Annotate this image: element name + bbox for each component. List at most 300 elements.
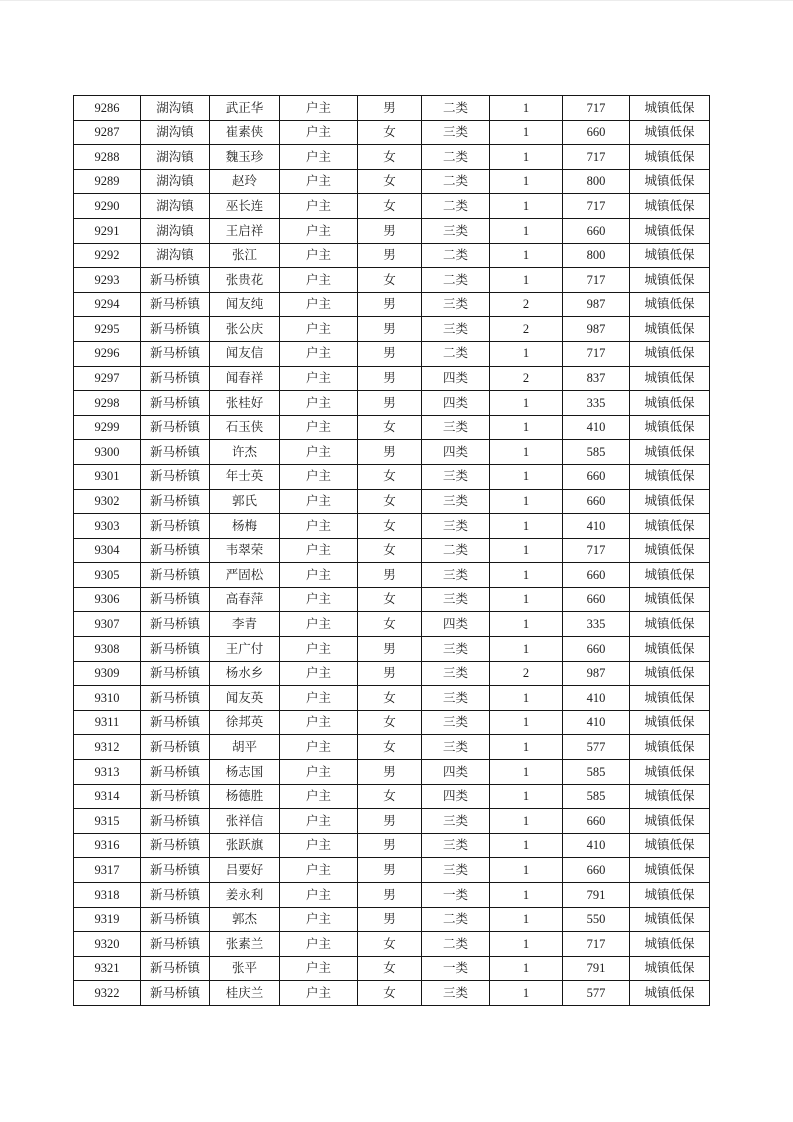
cell-amount: 800 [563, 169, 630, 194]
cell-person-count: 1 [490, 145, 563, 170]
cell-household-relation: 户主 [280, 96, 358, 121]
cell-gender: 男 [358, 440, 422, 465]
cell-household-relation: 户主 [280, 243, 358, 268]
cell-name: 张江 [210, 243, 280, 268]
cell-category: 三类 [422, 833, 490, 858]
table-row [74, 538, 710, 563]
cell-town: 新马桥镇 [141, 932, 210, 957]
cell-category: 三类 [422, 661, 490, 686]
cell-category: 三类 [422, 563, 490, 588]
cell-record-id: 9289 [74, 169, 141, 194]
cell-amount: 335 [563, 391, 630, 416]
cell-household-relation: 户主 [280, 538, 358, 563]
cell-household-relation: 户主 [280, 612, 358, 637]
cell-category: 二类 [422, 341, 490, 366]
cell-gender: 女 [358, 489, 422, 514]
cell-assistance-type: 城镇低保 [630, 612, 710, 637]
cell-gender: 女 [358, 981, 422, 1006]
cell-assistance-type: 城镇低保 [630, 760, 710, 785]
cell-category: 二类 [422, 194, 490, 219]
cell-household-relation: 户主 [280, 686, 358, 711]
cell-assistance-type: 城镇低保 [630, 218, 710, 243]
cell-record-id: 9321 [74, 956, 141, 981]
cell-person-count: 2 [490, 292, 563, 317]
cell-amount: 660 [563, 563, 630, 588]
cell-town: 新马桥镇 [141, 415, 210, 440]
cell-person-count: 1 [490, 710, 563, 735]
table-row [74, 563, 710, 588]
cell-category: 二类 [422, 145, 490, 170]
cell-household-relation: 户主 [280, 464, 358, 489]
cell-person-count: 1 [490, 809, 563, 834]
table-row [74, 981, 710, 1006]
cell-town: 湖沟镇 [141, 120, 210, 145]
cell-person-count: 2 [490, 317, 563, 342]
table-row [74, 464, 710, 489]
table-row [74, 268, 710, 293]
cell-amount: 577 [563, 981, 630, 1006]
cell-name: 武正华 [210, 96, 280, 121]
cell-name: 赵玲 [210, 169, 280, 194]
cell-gender: 男 [358, 661, 422, 686]
cell-household-relation: 户主 [280, 366, 358, 391]
table-row [74, 760, 710, 785]
cell-assistance-type: 城镇低保 [630, 538, 710, 563]
cell-person-count: 1 [490, 415, 563, 440]
cell-town: 新马桥镇 [141, 464, 210, 489]
cell-category: 二类 [422, 243, 490, 268]
cell-amount: 660 [563, 809, 630, 834]
cell-category: 四类 [422, 440, 490, 465]
cell-household-relation: 户主 [280, 981, 358, 1006]
cell-assistance-type: 城镇低保 [630, 981, 710, 1006]
table-row [74, 612, 710, 637]
cell-record-id: 9312 [74, 735, 141, 760]
table-body [74, 96, 710, 1006]
cell-gender: 女 [358, 268, 422, 293]
cell-town: 新马桥镇 [141, 538, 210, 563]
cell-household-relation: 户主 [280, 145, 358, 170]
table-row [74, 415, 710, 440]
table-row [74, 489, 710, 514]
cell-amount: 585 [563, 784, 630, 809]
table-row [74, 637, 710, 662]
cell-name: 胡平 [210, 735, 280, 760]
cell-town: 湖沟镇 [141, 96, 210, 121]
cell-record-id: 9292 [74, 243, 141, 268]
cell-household-relation: 户主 [280, 587, 358, 612]
cell-gender: 女 [358, 169, 422, 194]
cell-town: 新马桥镇 [141, 317, 210, 342]
table-row [74, 661, 710, 686]
cell-record-id: 9298 [74, 391, 141, 416]
cell-amount: 585 [563, 760, 630, 785]
cell-gender: 女 [358, 538, 422, 563]
cell-name: 严固松 [210, 563, 280, 588]
cell-person-count: 2 [490, 661, 563, 686]
cell-amount: 660 [563, 120, 630, 145]
table-row [74, 194, 710, 219]
cell-person-count: 1 [490, 907, 563, 932]
cell-household-relation: 户主 [280, 391, 358, 416]
cell-amount: 660 [563, 218, 630, 243]
cell-gender: 男 [358, 809, 422, 834]
cell-category: 三类 [422, 981, 490, 1006]
table-row [74, 514, 710, 539]
cell-gender: 女 [358, 686, 422, 711]
cell-name: 闻友英 [210, 686, 280, 711]
cell-town: 新马桥镇 [141, 292, 210, 317]
cell-assistance-type: 城镇低保 [630, 809, 710, 834]
cell-amount: 717 [563, 194, 630, 219]
cell-town: 新马桥镇 [141, 956, 210, 981]
cell-category: 三类 [422, 735, 490, 760]
table-row [74, 169, 710, 194]
cell-assistance-type: 城镇低保 [630, 292, 710, 317]
table-row [74, 784, 710, 809]
cell-assistance-type: 城镇低保 [630, 464, 710, 489]
cell-person-count: 1 [490, 341, 563, 366]
cell-assistance-type: 城镇低保 [630, 145, 710, 170]
cell-assistance-type: 城镇低保 [630, 440, 710, 465]
cell-assistance-type: 城镇低保 [630, 169, 710, 194]
cell-person-count: 1 [490, 96, 563, 121]
cell-name: 杨志国 [210, 760, 280, 785]
cell-name: 巫长连 [210, 194, 280, 219]
welfare-roster-table [73, 95, 710, 1006]
cell-town: 新马桥镇 [141, 563, 210, 588]
cell-record-id: 9293 [74, 268, 141, 293]
cell-assistance-type: 城镇低保 [630, 366, 710, 391]
cell-person-count: 1 [490, 735, 563, 760]
cell-amount: 987 [563, 317, 630, 342]
cell-record-id: 9309 [74, 661, 141, 686]
cell-name: 徐邦英 [210, 710, 280, 735]
cell-household-relation: 户主 [280, 489, 358, 514]
cell-amount: 791 [563, 883, 630, 908]
cell-gender: 女 [358, 932, 422, 957]
cell-name: 闻友纯 [210, 292, 280, 317]
cell-name: 张贵花 [210, 268, 280, 293]
cell-record-id: 9288 [74, 145, 141, 170]
cell-record-id: 9295 [74, 317, 141, 342]
cell-name: 石玉侠 [210, 415, 280, 440]
cell-person-count: 1 [490, 833, 563, 858]
cell-name: 杨梅 [210, 514, 280, 539]
cell-person-count: 1 [490, 514, 563, 539]
cell-category: 三类 [422, 489, 490, 514]
cell-household-relation: 户主 [280, 218, 358, 243]
cell-record-id: 9308 [74, 637, 141, 662]
cell-town: 新马桥镇 [141, 833, 210, 858]
cell-category: 二类 [422, 169, 490, 194]
table-row [74, 292, 710, 317]
cell-assistance-type: 城镇低保 [630, 735, 710, 760]
cell-household-relation: 户主 [280, 735, 358, 760]
cell-gender: 男 [358, 883, 422, 908]
cell-record-id: 9313 [74, 760, 141, 785]
cell-record-id: 9319 [74, 907, 141, 932]
cell-amount: 410 [563, 514, 630, 539]
table-row [74, 587, 710, 612]
table-row [74, 907, 710, 932]
cell-name: 张平 [210, 956, 280, 981]
cell-assistance-type: 城镇低保 [630, 391, 710, 416]
cell-assistance-type: 城镇低保 [630, 341, 710, 366]
cell-town: 新马桥镇 [141, 366, 210, 391]
cell-person-count: 1 [490, 440, 563, 465]
cell-household-relation: 户主 [280, 194, 358, 219]
cell-amount: 660 [563, 489, 630, 514]
cell-name: 郭杰 [210, 907, 280, 932]
cell-household-relation: 户主 [280, 415, 358, 440]
cell-gender: 男 [358, 317, 422, 342]
cell-assistance-type: 城镇低保 [630, 317, 710, 342]
cell-person-count: 1 [490, 784, 563, 809]
cell-gender: 女 [358, 784, 422, 809]
cell-household-relation: 户主 [280, 563, 358, 588]
cell-name: 张桂好 [210, 391, 280, 416]
cell-town: 新马桥镇 [141, 907, 210, 932]
cell-name: 高春萍 [210, 587, 280, 612]
cell-town: 新马桥镇 [141, 587, 210, 612]
cell-assistance-type: 城镇低保 [630, 784, 710, 809]
cell-name: 郭氏 [210, 489, 280, 514]
cell-town: 新马桥镇 [141, 440, 210, 465]
cell-household-relation: 户主 [280, 341, 358, 366]
cell-category: 三类 [422, 415, 490, 440]
cell-gender: 女 [358, 735, 422, 760]
cell-gender: 男 [358, 833, 422, 858]
table-row [74, 341, 710, 366]
cell-household-relation: 户主 [280, 514, 358, 539]
cell-person-count: 2 [490, 366, 563, 391]
cell-name: 闻春祥 [210, 366, 280, 391]
cell-assistance-type: 城镇低保 [630, 268, 710, 293]
cell-assistance-type: 城镇低保 [630, 858, 710, 883]
cell-name: 王启祥 [210, 218, 280, 243]
cell-record-id: 9316 [74, 833, 141, 858]
cell-category: 三类 [422, 809, 490, 834]
cell-amount: 660 [563, 587, 630, 612]
cell-category: 二类 [422, 538, 490, 563]
cell-town: 新马桥镇 [141, 686, 210, 711]
cell-town: 新马桥镇 [141, 637, 210, 662]
cell-gender: 男 [358, 292, 422, 317]
cell-gender: 女 [358, 415, 422, 440]
cell-amount: 410 [563, 686, 630, 711]
table-row [74, 218, 710, 243]
cell-assistance-type: 城镇低保 [630, 956, 710, 981]
cell-amount: 791 [563, 956, 630, 981]
table-row [74, 145, 710, 170]
cell-record-id: 9294 [74, 292, 141, 317]
cell-person-count: 1 [490, 760, 563, 785]
cell-amount: 410 [563, 415, 630, 440]
cell-person-count: 1 [490, 218, 563, 243]
cell-household-relation: 户主 [280, 956, 358, 981]
cell-household-relation: 户主 [280, 907, 358, 932]
cell-assistance-type: 城镇低保 [630, 96, 710, 121]
cell-amount: 717 [563, 268, 630, 293]
cell-category: 三类 [422, 686, 490, 711]
cell-record-id: 9306 [74, 587, 141, 612]
cell-record-id: 9314 [74, 784, 141, 809]
cell-household-relation: 户主 [280, 637, 358, 662]
cell-person-count: 1 [490, 883, 563, 908]
cell-category: 三类 [422, 218, 490, 243]
cell-name: 闻友信 [210, 341, 280, 366]
cell-household-relation: 户主 [280, 858, 358, 883]
cell-assistance-type: 城镇低保 [630, 907, 710, 932]
cell-amount: 585 [563, 440, 630, 465]
cell-assistance-type: 城镇低保 [630, 514, 710, 539]
cell-amount: 660 [563, 464, 630, 489]
cell-name: 王广付 [210, 637, 280, 662]
cell-assistance-type: 城镇低保 [630, 194, 710, 219]
cell-gender: 女 [358, 464, 422, 489]
cell-gender: 女 [358, 514, 422, 539]
cell-person-count: 1 [490, 194, 563, 219]
cell-category: 一类 [422, 883, 490, 908]
cell-person-count: 1 [490, 120, 563, 145]
table-row [74, 883, 710, 908]
cell-name: 魏玉珍 [210, 145, 280, 170]
cell-name: 张公庆 [210, 317, 280, 342]
cell-town: 新马桥镇 [141, 489, 210, 514]
cell-category: 三类 [422, 637, 490, 662]
cell-town: 新马桥镇 [141, 809, 210, 834]
cell-name: 年士英 [210, 464, 280, 489]
cell-assistance-type: 城镇低保 [630, 710, 710, 735]
cell-record-id: 9302 [74, 489, 141, 514]
cell-category: 二类 [422, 96, 490, 121]
cell-assistance-type: 城镇低保 [630, 587, 710, 612]
cell-record-id: 9307 [74, 612, 141, 637]
cell-assistance-type: 城镇低保 [630, 833, 710, 858]
cell-person-count: 1 [490, 489, 563, 514]
cell-name: 桂庆兰 [210, 981, 280, 1006]
table-row [74, 858, 710, 883]
cell-town: 新马桥镇 [141, 391, 210, 416]
table-row [74, 833, 710, 858]
cell-category: 四类 [422, 366, 490, 391]
cell-category: 二类 [422, 268, 490, 293]
cell-amount: 660 [563, 858, 630, 883]
cell-household-relation: 户主 [280, 809, 358, 834]
cell-amount: 577 [563, 735, 630, 760]
cell-household-relation: 户主 [280, 440, 358, 465]
cell-record-id: 9318 [74, 883, 141, 908]
cell-category: 三类 [422, 292, 490, 317]
cell-gender: 男 [358, 760, 422, 785]
cell-record-id: 9286 [74, 96, 141, 121]
cell-gender: 男 [358, 858, 422, 883]
table-row [74, 932, 710, 957]
table-row [74, 317, 710, 342]
cell-record-id: 9305 [74, 563, 141, 588]
cell-category: 三类 [422, 317, 490, 342]
cell-gender: 女 [358, 612, 422, 637]
cell-person-count: 1 [490, 243, 563, 268]
cell-category: 四类 [422, 612, 490, 637]
cell-town: 新马桥镇 [141, 341, 210, 366]
cell-gender: 男 [358, 243, 422, 268]
cell-record-id: 9301 [74, 464, 141, 489]
cell-gender: 男 [358, 563, 422, 588]
cell-town: 湖沟镇 [141, 145, 210, 170]
cell-person-count: 1 [490, 538, 563, 563]
cell-amount: 987 [563, 292, 630, 317]
cell-record-id: 9320 [74, 932, 141, 957]
cell-category: 三类 [422, 464, 490, 489]
cell-household-relation: 户主 [280, 760, 358, 785]
cell-name: 吕要好 [210, 858, 280, 883]
table-row [74, 96, 710, 121]
cell-record-id: 9290 [74, 194, 141, 219]
cell-person-count: 1 [490, 169, 563, 194]
cell-record-id: 9311 [74, 710, 141, 735]
cell-town: 新马桥镇 [141, 858, 210, 883]
cell-name: 许杰 [210, 440, 280, 465]
cell-person-count: 1 [490, 981, 563, 1006]
cell-household-relation: 户主 [280, 120, 358, 145]
cell-town: 湖沟镇 [141, 169, 210, 194]
cell-gender: 女 [358, 145, 422, 170]
cell-town: 湖沟镇 [141, 218, 210, 243]
cell-record-id: 9287 [74, 120, 141, 145]
cell-gender: 男 [358, 907, 422, 932]
cell-town: 新马桥镇 [141, 883, 210, 908]
table-row [74, 735, 710, 760]
cell-category: 三类 [422, 587, 490, 612]
cell-amount: 987 [563, 661, 630, 686]
cell-name: 韦翠荣 [210, 538, 280, 563]
cell-category: 四类 [422, 391, 490, 416]
cell-record-id: 9322 [74, 981, 141, 1006]
cell-town: 新马桥镇 [141, 661, 210, 686]
cell-gender: 男 [358, 366, 422, 391]
cell-household-relation: 户主 [280, 661, 358, 686]
cell-category: 一类 [422, 956, 490, 981]
table-row [74, 120, 710, 145]
cell-person-count: 1 [490, 391, 563, 416]
cell-town: 湖沟镇 [141, 194, 210, 219]
cell-category: 二类 [422, 932, 490, 957]
table-row [74, 391, 710, 416]
cell-name: 张跃旗 [210, 833, 280, 858]
cell-record-id: 9310 [74, 686, 141, 711]
cell-record-id: 9296 [74, 341, 141, 366]
cell-household-relation: 户主 [280, 710, 358, 735]
table-row [74, 956, 710, 981]
cell-assistance-type: 城镇低保 [630, 489, 710, 514]
cell-category: 二类 [422, 907, 490, 932]
cell-person-count: 1 [490, 637, 563, 662]
cell-amount: 717 [563, 96, 630, 121]
cell-town: 新马桥镇 [141, 268, 210, 293]
cell-amount: 660 [563, 637, 630, 662]
cell-assistance-type: 城镇低保 [630, 415, 710, 440]
cell-person-count: 1 [490, 464, 563, 489]
cell-town: 新马桥镇 [141, 612, 210, 637]
cell-amount: 717 [563, 145, 630, 170]
cell-town: 新马桥镇 [141, 514, 210, 539]
cell-amount: 717 [563, 932, 630, 957]
cell-assistance-type: 城镇低保 [630, 243, 710, 268]
cell-person-count: 1 [490, 932, 563, 957]
cell-gender: 女 [358, 587, 422, 612]
